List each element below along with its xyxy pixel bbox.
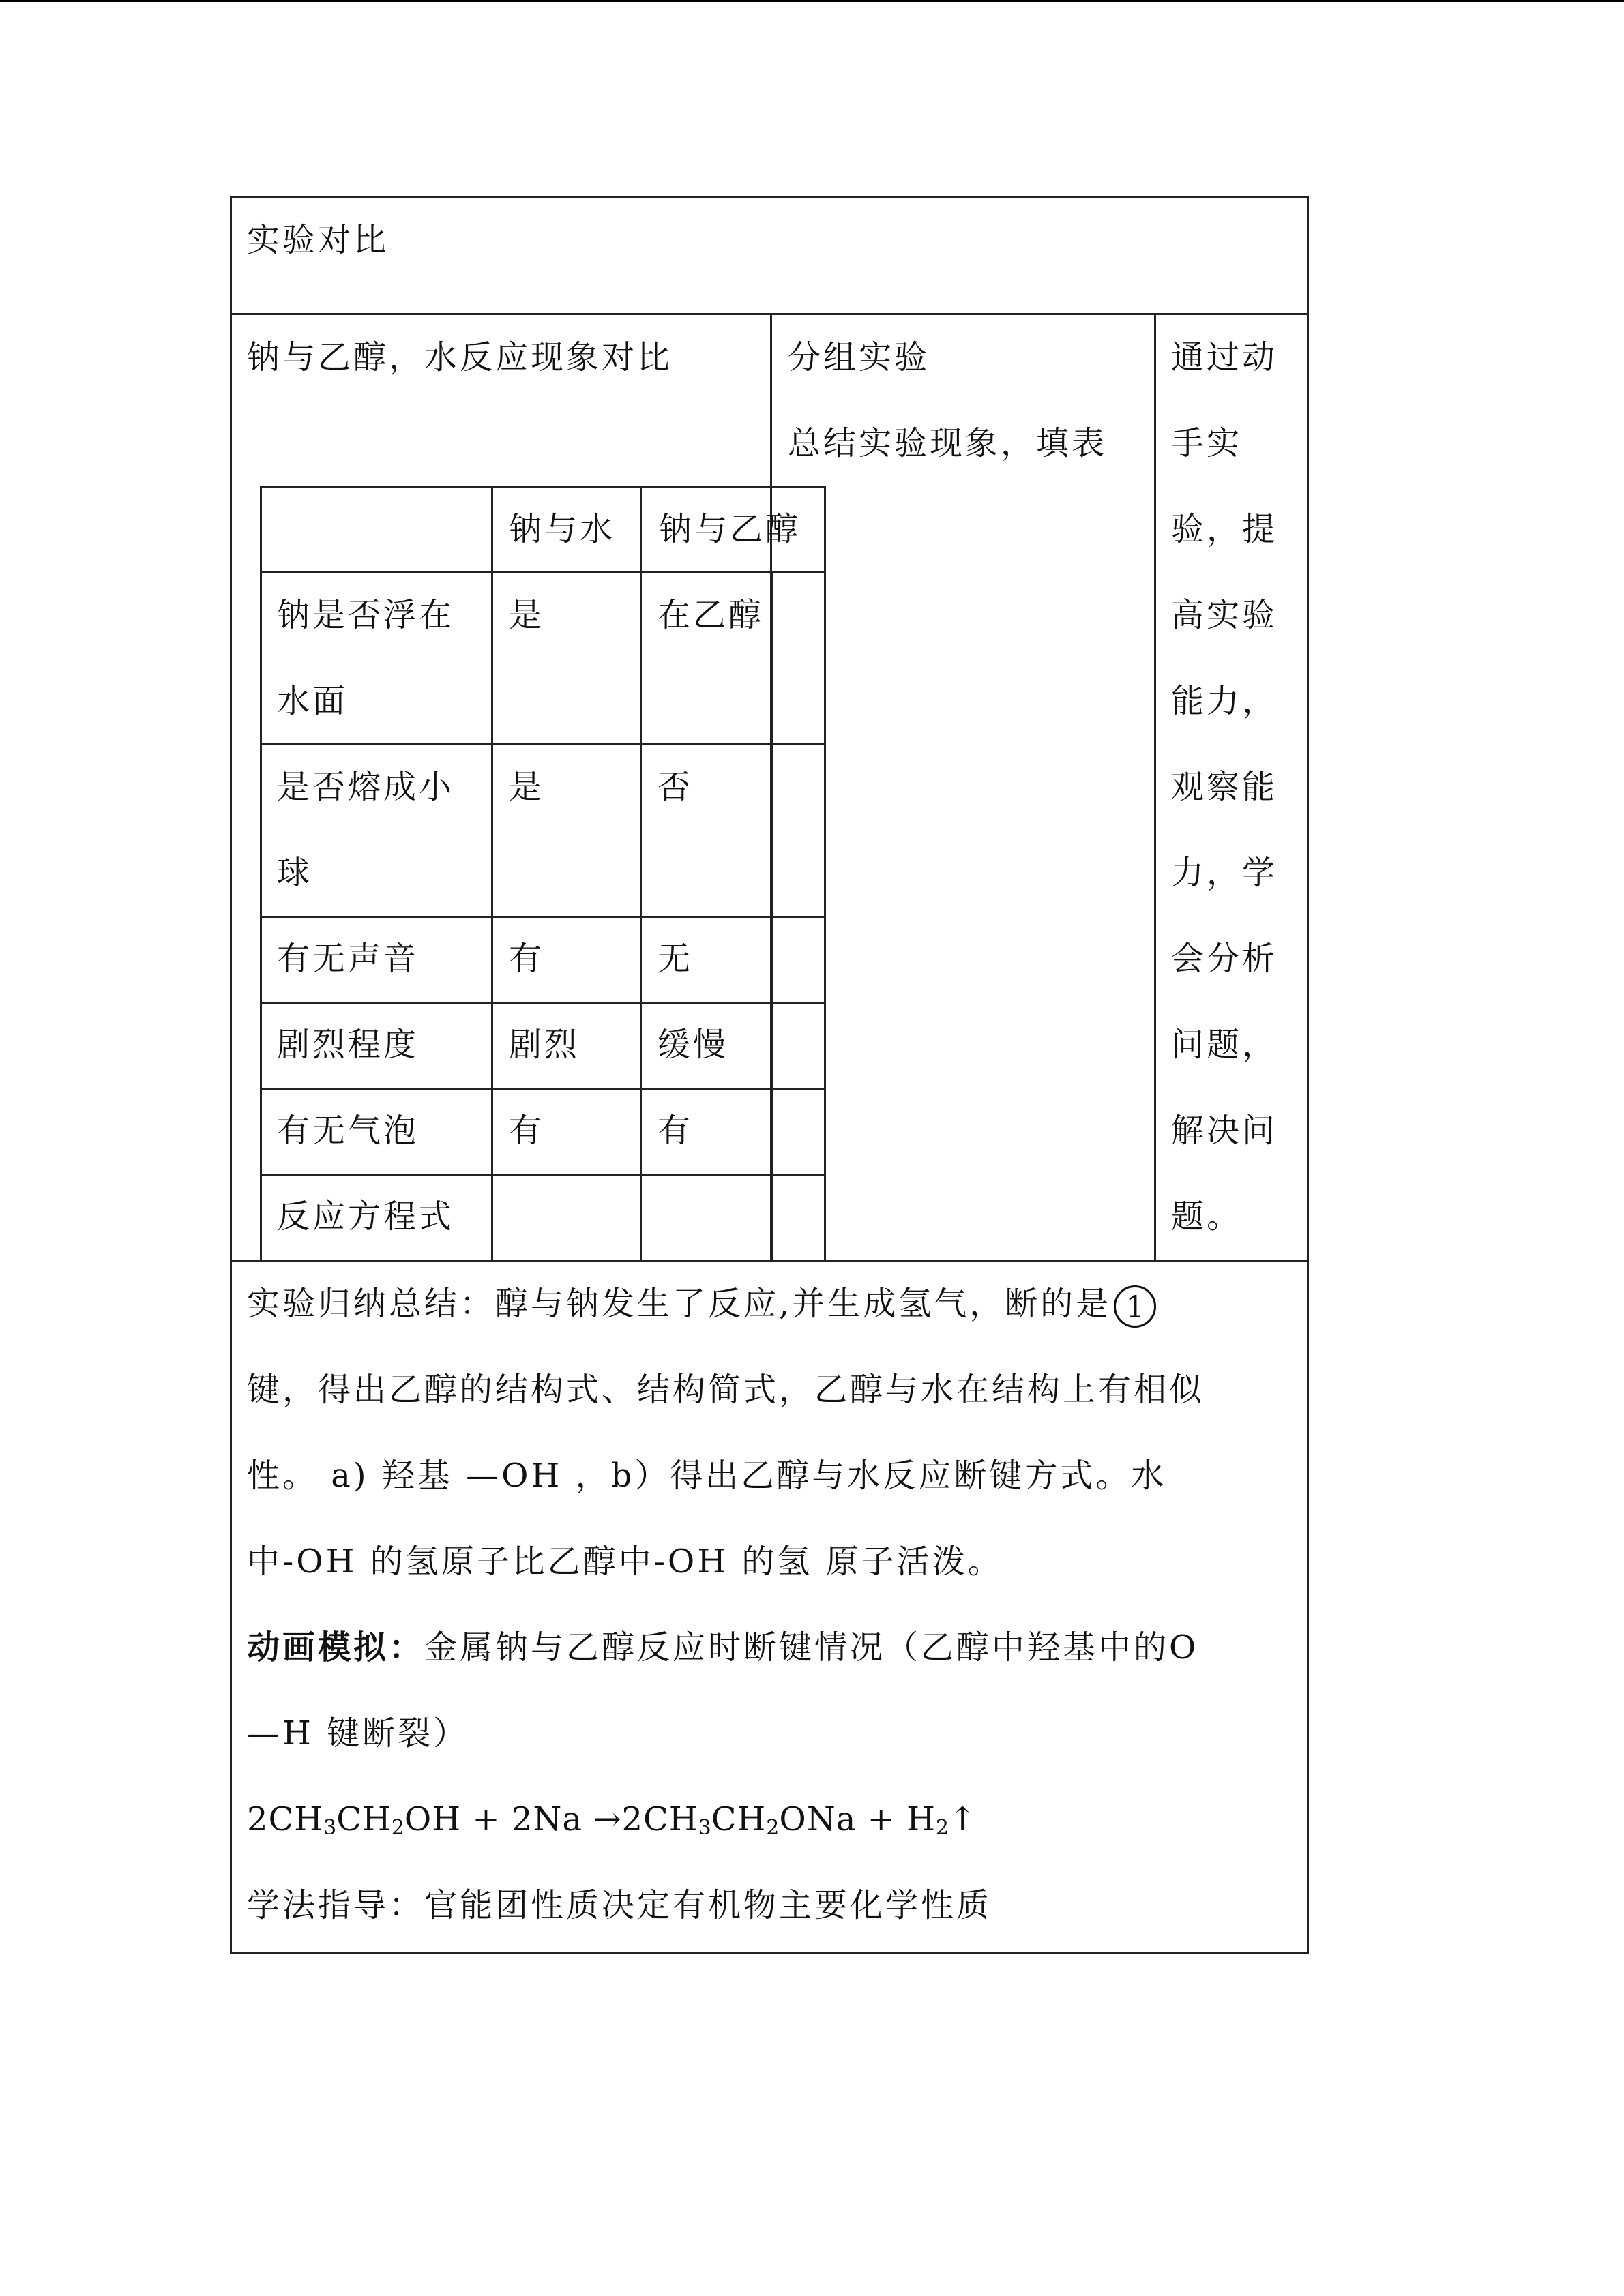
summary-line: 实验归纳总结：醇与钠发生了反应,并生成氢气，断的是 1 [247, 1283, 1156, 1328]
goal-line: 验，提 [1171, 510, 1278, 548]
goal-line: 力，学 [1171, 854, 1278, 892]
inner-table-row [260, 916, 826, 918]
row-label: 球 [277, 854, 313, 892]
cell-water: 有 [509, 1112, 545, 1150]
goal-line: 题。 [1171, 1197, 1243, 1236]
group-experiment-text: 分组实验 [788, 338, 930, 376]
goal-line: 会分析 [1171, 940, 1278, 978]
summary-line: 键，得出乙醇的结构式、结构简式，乙醇与水在结构上有相似 [247, 1371, 1205, 1409]
outer-col3-border [1154, 313, 1156, 1262]
goal-line: 手实 [1171, 424, 1243, 462]
study-guide: 学法指导：官能团性质决定有机物主要化学性质 [247, 1886, 992, 1924]
goal-line: 能力， [1171, 682, 1278, 720]
col-header-water: 钠与水 [509, 510, 616, 548]
inner-table-row [260, 1174, 826, 1176]
outer-bottom-border [230, 1952, 1309, 1954]
row-label: 剧烈程度 [277, 1026, 419, 1064]
goal-line: 观察能 [1171, 768, 1278, 806]
cell-ethanol: 否 [658, 768, 694, 806]
outer-row2-border [230, 1260, 1309, 1262]
goal-line: 通过动 [1171, 338, 1278, 376]
inner-table-top [260, 486, 826, 488]
animation-line: —H 键断裂） [247, 1714, 469, 1753]
summary-fill-text: 总结实验现象，填表 [788, 424, 1108, 462]
cell-water: 有 [509, 940, 545, 978]
inner-table-row [260, 1088, 826, 1090]
circled-number: 1 [1114, 1285, 1156, 1328]
cell-ethanol: 缓慢 [658, 1026, 729, 1064]
outer-right-border [1307, 196, 1309, 1954]
summary-line: 性。 a) 羟基 —OH ，b）得出乙醇与水反应断键方式。水 [247, 1457, 1167, 1495]
inner-table-row [260, 1002, 826, 1004]
outer-left-border [230, 196, 232, 1954]
animation-line: 动画模拟：金属钠与乙醇反应时断键情况（乙醇中羟基中的O [247, 1628, 1199, 1667]
cell-ethanol: 在乙醇 [658, 596, 765, 634]
reaction-equation: $2CH_3CH_2OH + 2Na \to 2CH_3CH_2ONa$ + $H_2↑$ [247, 1800, 977, 1840]
cell-water: 剧烈 [509, 1026, 580, 1064]
row-label: 钠是否浮在 [277, 596, 455, 634]
row-label: 是否熔成小 [277, 768, 455, 806]
outer-row1-border [230, 313, 1309, 315]
summary-line: 中-OH 的氢原子比乙醇中-OH 的氢 原子活泼。 [247, 1542, 1003, 1581]
row-label: 反应方程式 [277, 1197, 455, 1236]
inner-table-row [260, 743, 826, 745]
goal-line: 问题， [1171, 1026, 1278, 1064]
row-label: 水面 [277, 682, 349, 720]
cell-ethanol: 有 [658, 1112, 694, 1150]
row-label: 有无声音 [277, 940, 419, 978]
animation-label: 动画模拟： [247, 1628, 425, 1667]
inner-table-row [260, 571, 826, 573]
outer-top-border [230, 196, 1309, 198]
col-header-ethanol: 钠与乙醇 [659, 510, 801, 548]
inner-table-col2 [640, 486, 642, 1262]
cell-water: 是 [509, 596, 545, 634]
page-top-rule [0, 0, 1624, 2]
inner-table-right [824, 486, 826, 1262]
goal-line: 高实验 [1171, 596, 1278, 634]
goal-line: 解决问 [1171, 1112, 1278, 1150]
cell-water: 是 [509, 768, 545, 806]
comparison-heading: 钠与乙醇，水反应现象对比 [247, 338, 673, 376]
row-label: 有无气泡 [277, 1112, 419, 1150]
inner-table-left [260, 486, 262, 1262]
inner-table-col1 [491, 486, 493, 1262]
cell-ethanol: 无 [658, 940, 694, 978]
page-title: 实验对比 [247, 221, 389, 259]
